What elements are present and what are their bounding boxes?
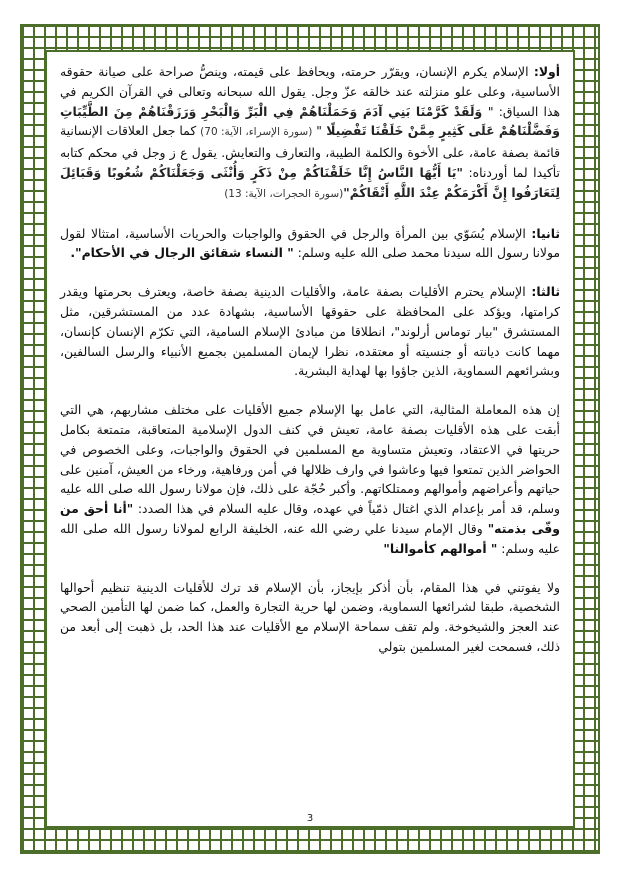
paragraph-text: كما جعل العلاقات الإنسانية قائمة بصفة عامة، على الأخوة والكلمة الطيبة، والتعارف والتعايش. يقول ع ز وجل في محكم كتابه تأكيدا لما أوردناه:	[59, 123, 560, 180]
verse-reference: (سورة الحجرات، الآية: 13)	[224, 187, 344, 200]
page-number: 3	[306, 813, 314, 824]
quran-verse: وَلَقَدْ كَرَّمْنَا بَنِي آدَمَ وَحَمَلْنَاهُمْ فِي الْبَرِّ وَالْبَحْرِ وَرَزَقْنَاهُمْ مِنَ الطَّيِّبَاتِ وَفَضَّلْنَاهُمْ عَلَى كَثِيرٍ مِمَّنْ خَلَقْنَا تَفْضِيلًا	[60, 103, 560, 139]
paragraph-text: وقال الإمام سيدنا علي رضي الله عنه، الخليفة الرابع لمولانا رسول الله صلى الله عليه وسلم:	[60, 520, 560, 556]
quran-verse: "يَا أَيُّهَا النَّاسُ إِنَّا خَلَقْنَاكُمْ مِنْ ذَكَرٍ وَأُنْثَى وَجَعَلْنَاكُمْ شُعُوبًا وَقَبَائِلَ لِتَعَارَفُوا إِنَّ أَكْرَمَكُمْ عِنْدَ اللَّهِ أَتْقَاكُمْ"	[60, 164, 560, 200]
paragraph-lead: ثالثا:	[531, 284, 560, 300]
paragraph-text: الإسلام يحترم الأقليات بصفة عامة، والأقليات الدينية بصفة خاصة، ويعترف بحرمتها ويقدر كرامتها، ويؤكد على المحافظة على حقوقها الأساسية، بشهادة عدد من المستشرقين، مثل المستشرق "بيار توماس أرلوند"، انطلاقا من مبادئ الإسلام السامية، التي تكرّم الإنسان كإنسان، مهما كانت ديانته أو جنسيته أو معتقده، نظرا لإيمان المسلمين بجميع الأنبياء والرسل السالفين، وبشرائعهم السماوية، الذين جاؤوا بها لهداية البشرية.	[60, 284, 560, 379]
hadith-quote: " النساء شقائق الرجال في الأحكام".	[70, 245, 294, 261]
verse-reference: (سورة الإسراء، الآية: 70)	[200, 126, 313, 139]
paragraph-text: "	[312, 123, 322, 139]
paragraph-text: الإسلام يكرم الإنسان، ويقرّر حرمته، ويحافظ على قيمته، وينصُّ صراحة على صيانة حقوقه الأساسية، وعلى علو منزلته عند خالقه عزّ وجل. يقول الله سبحانه وتعالى في القرآن الكريم في هذا السياق: "	[60, 64, 560, 119]
paragraph-second	[60, 224, 560, 264]
hadith-quote: "أنا أحق من وفّى بذمته"	[60, 501, 560, 536]
paragraph-lead: ثانيا:	[531, 225, 560, 241]
paragraph-lead: أولا:	[533, 64, 560, 79]
paragraph-fifth	[60, 578, 560, 657]
paragraph-third	[60, 282, 560, 381]
paragraph-text: الإسلام يُسَوّي بين المرأة والرجل في الحقوق والواجبات والحريات الأساسية، امتثالا لقول مولانا رسول الله سيدنا محمد صلى الله عليه وسلم:	[60, 225, 560, 261]
paragraph-text: إن هذه المعاملة المثالية، التي عامل بها الإسلام جميع الأقليات على مختلف مشاربهم، هي التي أبقت على هذه الأقليات بصفة عامة، تعيش في كنف الدول الإسلامية المتعاقبة، متمتعة بكامل حريتها في الاعتقاد، وتعيش متساوية مع المسلمين في الحقوق والواجبات، وعلى الخصوص في الحواضر الذين تمتعوا فيها وعاشوا في وارف ظلالها في أمن ورفاهية، ورخاء من العيش، آمنين على حياتهم وأعراضهم وأموالهم وممتلكاتهم. وأكبر حُجّة على ذلك، فإن مولانا رسول الله صلى الله عليه وسلم، قد أمر بإعدام الذي اغتال ذمّياً في عهده، وقال عليه السلام في هذا الصدد:	[60, 402, 560, 517]
paragraph-fourth	[60, 400, 560, 558]
body-text	[60, 62, 560, 814]
paragraph-first	[60, 62, 560, 205]
hadith-quote: " أموالهم كأموالنا"	[383, 540, 498, 556]
paragraph-text: ولا يفوتني في هذا المقام، بأن أذكر بإيجاز، بأن الإسلام قد ترك للأقليات الدينية تنظيم أحوالها الشخصية، طبقا لشرائعها السماوية، وضمن لها حرية التجارة والعمل، كما ضمن لها التأمين الصحي عند العجز والشيخوخة. ولم تقف سماحة الإسلام مع الأقليات عند هذا الحد، بل ذهبت إلى أبعد من ذلك، فسمحت لغير المسلمين بتولي	[60, 579, 560, 654]
